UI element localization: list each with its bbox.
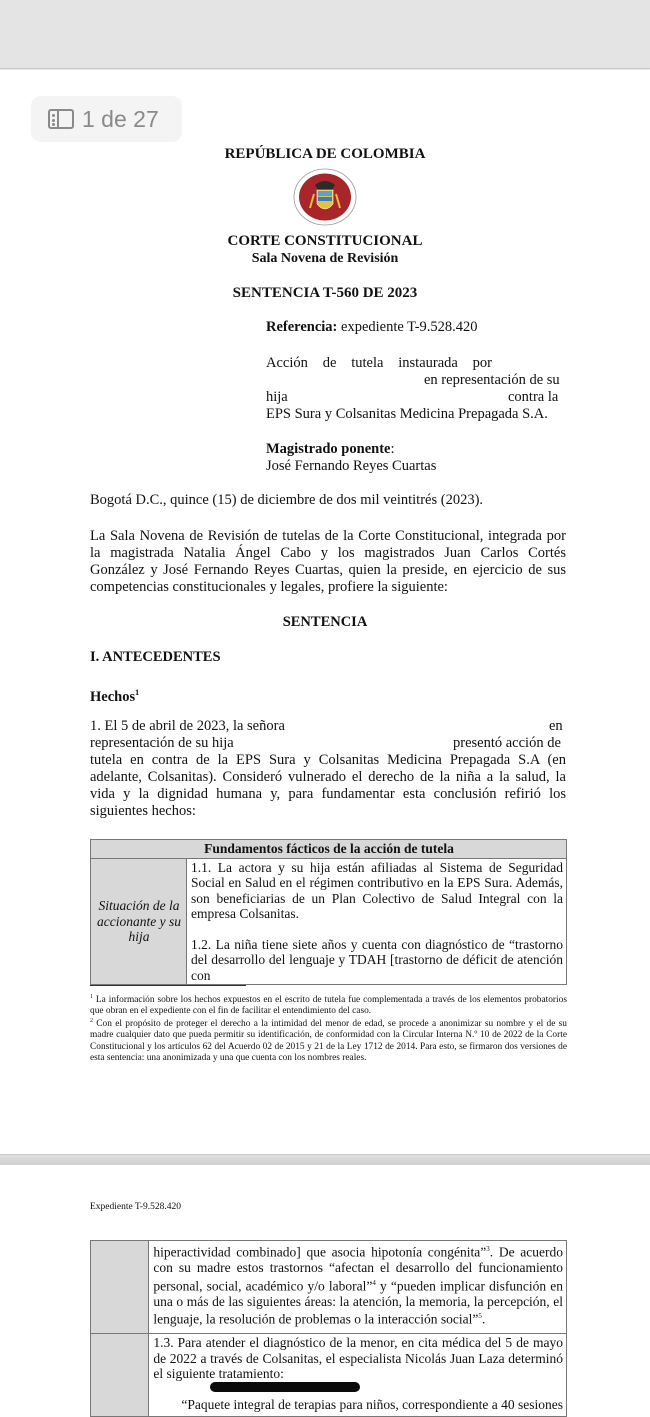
- action-line-4: EPS Sura y Colsanitas Medicina Prepagada S.A.: [266, 406, 548, 422]
- sidebar-icon: [48, 109, 74, 129]
- facts-table: [90, 839, 567, 985]
- fact-1-3: [149, 1334, 567, 1417]
- para1-line2a: representación de su hija: [90, 735, 234, 751]
- action-line-1: Acción de tutela instaurada por: [266, 355, 492, 371]
- section-heading: I. ANTECEDENTES: [90, 649, 221, 665]
- facts-table-header: Fundamentos fácticos de la acción de tutela: [91, 840, 567, 859]
- intro-line-1: La Sala Novena de Revisión de tutelas de la Corte Constitucional, integrada por: [90, 528, 566, 544]
- redaction-mark: [210, 1382, 360, 1392]
- page-indicator-text: 1 de 27: [82, 105, 159, 132]
- table-row: [91, 1334, 567, 1417]
- intro-line-3: González y José Fernando Reyes Cuartas, quien la preside, en ejercicio de sus: [90, 562, 566, 578]
- action-line-3a: hija: [266, 389, 288, 405]
- para1-line1a: 1. El 5 de abril de 2023, la señora: [90, 718, 285, 734]
- para1-line5: vida y la dignidad humana y, para fundamentar esta conclusión refirió los: [90, 786, 566, 802]
- reference-line: [266, 319, 478, 336]
- footnote-ref-3: 3: [486, 1245, 490, 1253]
- table-row: [91, 858, 567, 985]
- quote-start: “Paquete integral de terapias para niños, correspondiente a 40 sesiones: [181, 1396, 563, 1412]
- fact-1-3-text: 1.3. Para atender el diagnóstico de la menor, en cita médica del 5 de mayo de 2022 a través de Colsanitas, el especialista Nicolás Juan Laza determinó el siguiente tratamiento:: [153, 1335, 563, 1381]
- row-label: Situación de la accionante y su hija: [91, 858, 187, 985]
- intro-line-2: la magistrada Natalia Ángel Cabo y los magistrados Juan Carlos Cortés: [90, 545, 566, 561]
- cont-text-b: . De acuerdo con su madre estos trastornos “afectan el desarrollo del funcionamiento personal, social, académico y/o laboral”: [153, 1244, 564, 1293]
- cont-text-a: hiperactividad combinado] que asocia hipotonía congénita”: [153, 1244, 487, 1260]
- footnote-2-text: Con el propósito de proteger el derecho a la intimidad del menor de edad, se procede a anonimizar su nombre y el de su madre cualquier dato que pueda permitir su identificación, de conformidad con la Circular Interna N.º 10 de 2022 de la Corte Constitucional y los artículos 62 del Acuerdo 02 de 2015 y 21 de la Ley 1712 de 2014. Para esto, se firmaron dos versiones de esta sentencia: una anonimizada y una que cuenta con los nombres reales.: [90, 1019, 567, 1064]
- viewer-toolbar: [0, 0, 650, 69]
- fact-1-2: 1.2. La niña tiene siete años y cuenta con diagnóstico de “trastorno del desarrollo del lenguaje y TDAH [trastorno de déficit de atención con: [191, 936, 563, 983]
- para1-line2b: presentó acción de: [453, 735, 561, 751]
- cont-text-d: .: [481, 1311, 486, 1327]
- action-line-3b: contra la: [508, 389, 559, 405]
- table-row: [91, 1241, 567, 1334]
- magistrate-label-line: [266, 441, 395, 458]
- para1-line1b: en: [549, 718, 563, 734]
- para1-line3: tutela en contra de la EPS Sura y Colsanitas Medicina Prepagada S.A (en: [90, 752, 566, 768]
- footnote-ref-4: 4: [372, 1278, 376, 1287]
- page-indicator-button[interactable]: [31, 96, 182, 142]
- cont-text-c: y “pueden implicar disfunción en una o más de las siguientes áreas: la atención, la memoria, la percepción, el lenguaje, la resolución de problemas o la interacción social”: [153, 1278, 563, 1327]
- country-heading: REPÚBLICA DE COLOMBIA: [224, 146, 426, 162]
- row-label-empty: [91, 1241, 149, 1334]
- date-line: Bogotá D.C., quince (15) de diciembre de dos mil veintitrés (2023).: [90, 492, 484, 508]
- hechos-title: Hechos: [90, 688, 136, 705]
- magistrate-label: Magistrado ponente: [266, 441, 391, 457]
- footnote-1-text: La información sobre los hechos expuestos en el escrito de tutela fue complementada a través de los elementos probatorios que obran en el expediente con el fin de facilitar el entendimiento del caso.: [90, 995, 567, 1017]
- para1-line6: siguientes hechos:: [90, 803, 196, 819]
- hechos-heading: [90, 684, 139, 706]
- sentence-title: SENTENCIA T-560 DE 2023: [232, 285, 418, 301]
- footnote-1: [90, 992, 567, 1018]
- reference-label: Referencia:: [266, 319, 338, 335]
- footnote-2-num: 2: [90, 1018, 93, 1024]
- running-header: Expediente T-9.528.420: [90, 1202, 182, 1212]
- court-name: CORTE CONSTITUCIONAL: [227, 233, 423, 249]
- row-content: [187, 858, 567, 985]
- fact-1-1: 1.1. La actora y su hija están afiliadas al Sistema de Seguridad Social en Salud en el régimen contributivo en la EPS Sura. Además, son beneficiarias de un Plan Colectivo de Salud Integral con la empresa Colsanitas.: [191, 859, 563, 921]
- reference-value: expediente T-9.528.420: [341, 319, 478, 335]
- row-label-empty: [91, 1334, 149, 1417]
- footnote-ref-5: 5: [478, 1312, 482, 1320]
- chamber-name: Sala Novena de Revisión: [251, 251, 399, 266]
- footnote-ref-1: 1: [135, 688, 140, 697]
- fact-1-2-continued: [149, 1241, 567, 1334]
- para1-line4: adelante, Colsanitas). Consideró vulnerado el derecho de la niña a la salud, la: [90, 769, 566, 785]
- footnote-1-num: 1: [90, 994, 93, 1000]
- magistrate-colon: :: [390, 441, 395, 457]
- intro-line-4: competencias constitucionales y legales, profiere la siguiente:: [90, 579, 448, 595]
- action-line-2: en representación de su: [424, 372, 560, 388]
- footnote-separator: [90, 985, 246, 986]
- sentencia-heading: SENTENCIA: [282, 614, 368, 630]
- magistrate-name: José Fernando Reyes Cuartas: [266, 458, 437, 474]
- court-seal: [292, 168, 358, 226]
- footnote-2: [90, 1016, 567, 1064]
